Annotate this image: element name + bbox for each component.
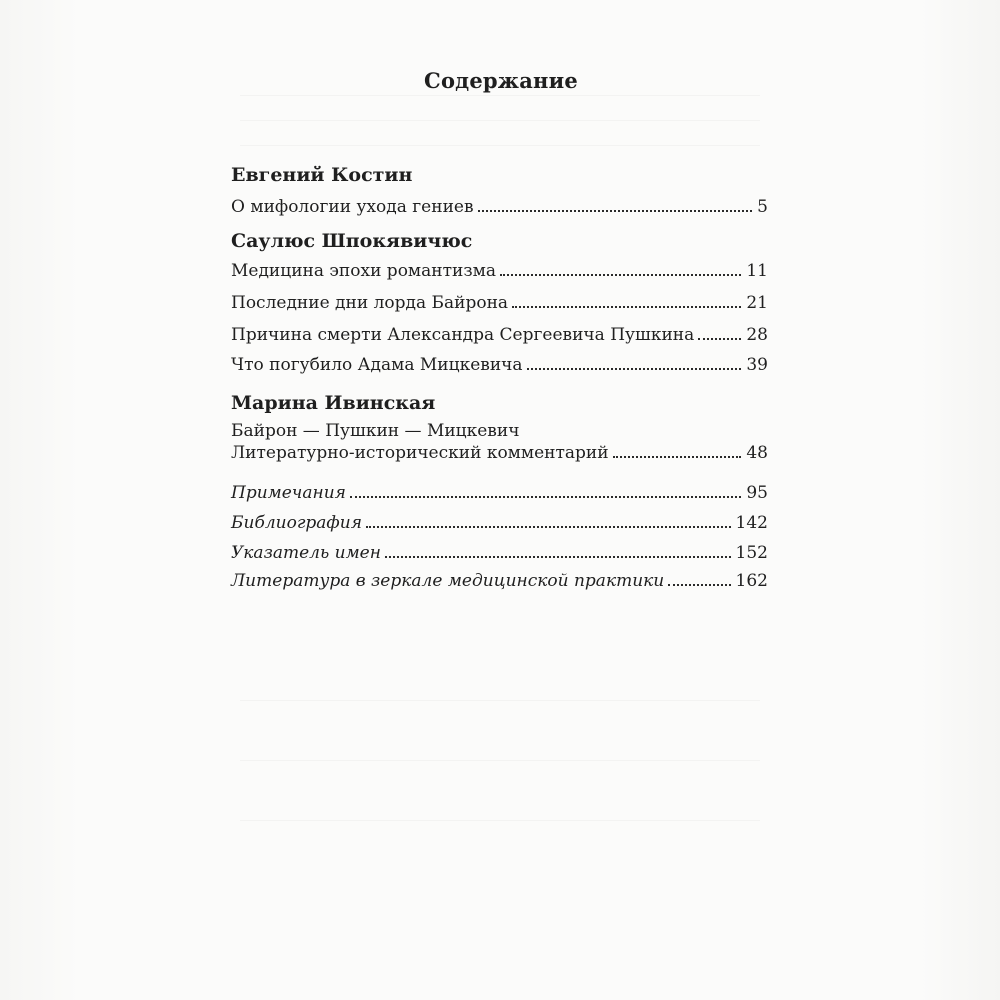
toc-entry[interactable] [231, 322, 768, 346]
leader-dots [613, 456, 742, 458]
leader-dots [698, 338, 741, 340]
entry-page: 11 [746, 261, 768, 281]
entry-title: Литература в зеркале медицинской практики [231, 571, 665, 591]
entry-title: Указатель имен [231, 543, 381, 563]
toc-entry[interactable] [231, 258, 768, 282]
entry-page: 39 [746, 355, 768, 375]
leader-dots [385, 556, 731, 558]
bleed-through-line [240, 145, 760, 146]
entry-title: Байрон — Пушкин — Мицкевич [231, 421, 520, 441]
toc-title: Содержание [424, 68, 578, 93]
bleed-through-line [240, 760, 760, 761]
entry-title: Медицина эпохи романтизма [231, 261, 496, 281]
entry-page: 162 [735, 571, 768, 591]
toc-entry[interactable] [231, 510, 768, 534]
entry-page: 152 [735, 543, 768, 563]
entry-title: Литературно-исторический комментарий [231, 443, 609, 463]
leader-dots [478, 210, 753, 212]
author-heading: Саулюс Шпокявичюс [231, 230, 473, 252]
leader-dots [512, 306, 741, 308]
entry-title: Причина смерти Александра Сергеевича Пушкина [231, 325, 695, 345]
leader-dots [668, 584, 730, 586]
toc-entry[interactable] [231, 480, 768, 504]
entry-title: Что погубило Адама Мицкевича [231, 355, 523, 375]
toc-entry[interactable] [231, 540, 768, 564]
entry-title: О мифологии ухода гениев [231, 197, 474, 217]
entry-title: Библиография [231, 513, 362, 533]
entry-title: Примечания [231, 483, 346, 503]
bleed-through-line [240, 95, 760, 96]
leader-dots [527, 368, 742, 370]
toc-entry[interactable] [231, 352, 768, 376]
entry-page: 142 [735, 513, 768, 533]
entry-title: Последние дни лорда Байрона [231, 293, 509, 313]
leader-dots [500, 274, 741, 276]
entry-page: 28 [746, 325, 768, 345]
toc-entry[interactable] [231, 440, 768, 464]
entry-page: 21 [746, 293, 768, 313]
toc-entry[interactable] [231, 194, 768, 218]
author-heading: Марина Ивинская [231, 392, 436, 414]
leader-dots [350, 496, 741, 498]
bleed-through-line [240, 120, 760, 121]
bleed-through-line [240, 700, 760, 701]
bleed-through-line [240, 820, 760, 821]
entry-page: 5 [757, 197, 768, 217]
leader-dots [366, 526, 731, 528]
toc-entry[interactable] [231, 568, 768, 592]
entry-page: 95 [746, 483, 768, 503]
author-heading: Евгений Костин [231, 164, 413, 186]
entry-page: 48 [746, 443, 768, 463]
toc-entry[interactable] [231, 290, 768, 314]
